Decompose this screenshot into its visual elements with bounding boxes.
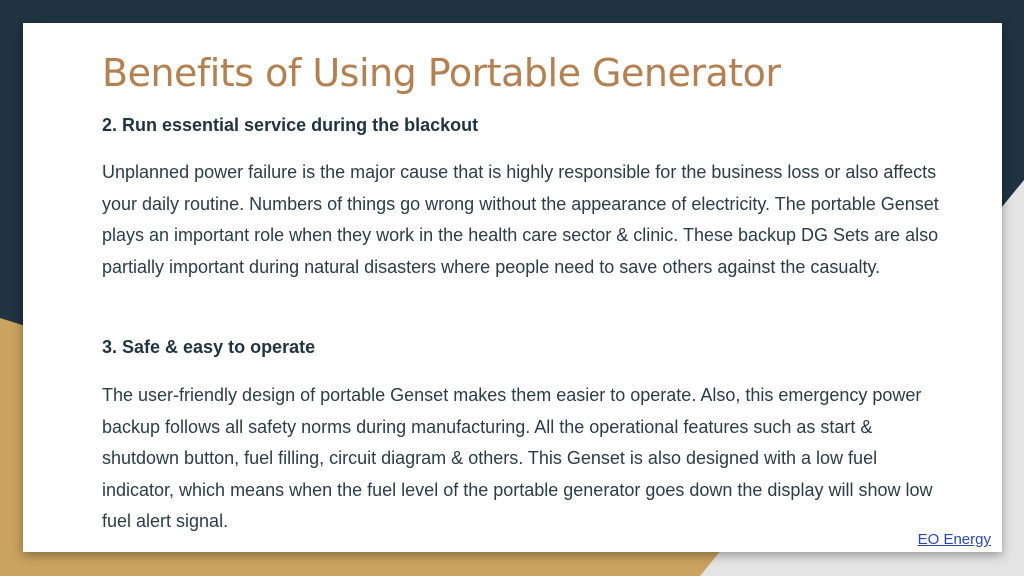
slide-card — [23, 23, 1002, 552]
section-body-safe-easy: The user-friendly design of portable Genset makes them easier to operate. Also, this emergency power backup follows all safety norms during manufacturing. All the operational features such as start & shutdown button, fuel filling, circuit diagram & others. This Genset is also designed with a low fuel indicator, which means when the fuel level of the portable generator goes down the display will show low fuel alert signal. — [102, 385, 933, 531]
section-heading-safe-easy: 3. Safe & easy to operate — [102, 337, 316, 357]
section-body-run-essential: Unplanned power failure is the major cause that is highly responsible for the business loss or also affects your daily routine. Numbers of things go wrong without the appearance of electricity. The portable Genset plays an important role when they work in the health care sector & clinic. These backup DG Sets are also partially important during natural disasters where people need to save others against the casualty. — [102, 162, 939, 277]
slide-title: Benefits of Using Portable Generator — [102, 51, 781, 95]
section-heading-run-essential: 2. Run essential service during the blackout — [102, 115, 479, 135]
eo-energy-link[interactable]: EO Energy — [917, 531, 991, 548]
